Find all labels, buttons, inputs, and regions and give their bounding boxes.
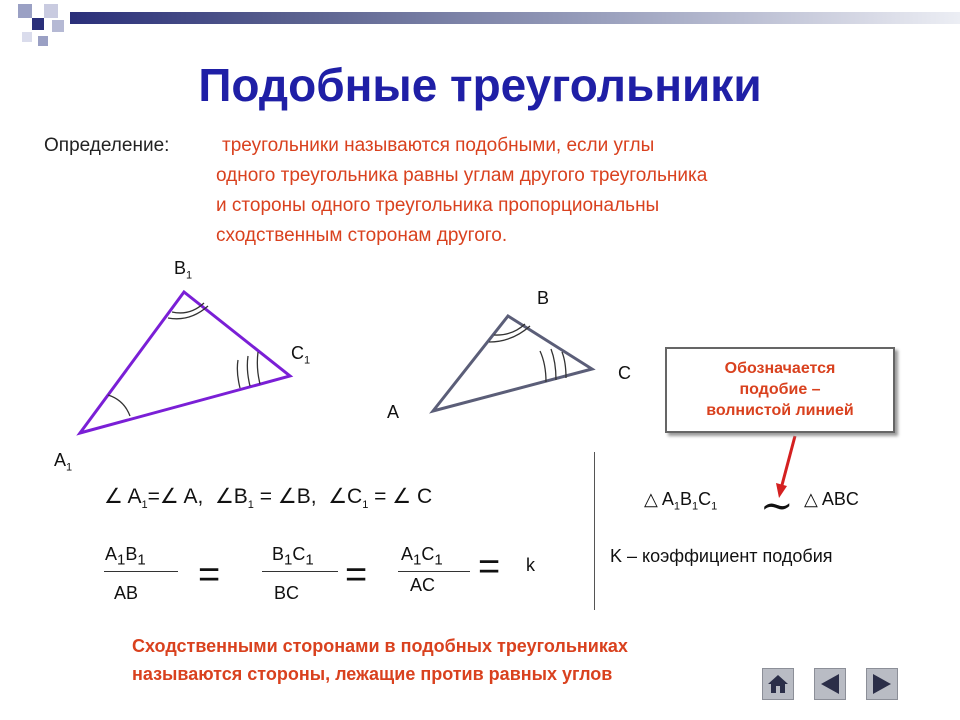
angle-icon: ∠ bbox=[104, 485, 123, 508]
ratio-1-line bbox=[104, 571, 178, 572]
ratio-result-k: k bbox=[526, 555, 535, 575]
home-button[interactable] bbox=[762, 668, 794, 700]
ratio-3-numerator: $A_1C_1$ bbox=[401, 544, 443, 569]
angle-icon: ∠ bbox=[214, 485, 234, 508]
bottom-line-1: Сходственными сторонами в подобных треугольниках bbox=[132, 636, 628, 656]
coefficient-text: K – коэффициент подобия bbox=[610, 546, 833, 566]
triangle-icon: △ bbox=[644, 489, 658, 509]
previous-slide-button[interactable] bbox=[814, 668, 846, 700]
similarity-left: △ $A_1B_1C_1$ bbox=[644, 489, 718, 513]
vertex-b1-label: $B_1$ bbox=[174, 258, 193, 282]
vertex-a1-label: $A_1$ bbox=[54, 450, 73, 474]
definition-line-4: сходственным сторонам другого. bbox=[216, 225, 508, 246]
note-line-3: волнистой линией bbox=[706, 402, 854, 419]
vertical-divider bbox=[594, 452, 595, 610]
ratio-2-line bbox=[262, 571, 338, 572]
triangle-abc bbox=[433, 316, 592, 411]
ratio-2-numerator: $B_1C_1$ bbox=[272, 544, 314, 569]
angle-equalities: ∠ $A_1=\angle$ A, $\angle B_1$ = ∠B, $\angle C_1$ = ∠ C bbox=[104, 485, 433, 512]
definition-line-1: треугольники называются подобными, если углы bbox=[222, 135, 655, 156]
ratio-1-numerator: $A_1B_1$ bbox=[105, 544, 146, 569]
definition-label: Определение: bbox=[44, 135, 170, 156]
definition-line-2: одного треугольника равны углам другого треугольника bbox=[216, 165, 708, 186]
angle-icon: ∠ bbox=[328, 485, 348, 508]
vertex-b-label: B bbox=[537, 288, 550, 308]
similarity-right: △ ABC bbox=[804, 489, 859, 509]
arrow-left-icon bbox=[815, 669, 845, 699]
angle-icon: ∠ bbox=[392, 485, 412, 508]
vertex-c-label: C bbox=[618, 363, 631, 383]
ratio-1-denominator: AB bbox=[114, 583, 139, 603]
next-slide-button[interactable] bbox=[866, 668, 898, 700]
vertex-a-label: A bbox=[387, 402, 400, 422]
note-line-1: Обозначается bbox=[724, 360, 836, 377]
bottom-line-2: называются стороны, лежащие против равных углов bbox=[132, 664, 613, 684]
ratio-equals-2: = bbox=[345, 554, 368, 596]
triangle-a1b1c1 bbox=[80, 292, 290, 433]
angle-icon: ∠ bbox=[277, 485, 297, 508]
angle-icon: ∠ bbox=[159, 485, 179, 508]
ratio-equals-3: = bbox=[478, 546, 501, 588]
page-title: Подобные треугольники bbox=[198, 59, 762, 111]
similarity-tilde: ~ bbox=[760, 483, 794, 529]
note-line-2: подобие – bbox=[739, 381, 821, 398]
ratio-3-denominator: AC bbox=[410, 575, 436, 595]
notation-note-box bbox=[665, 347, 895, 433]
definition-line-3: и стороны одного треугольника пропорциональны bbox=[216, 195, 660, 216]
home-icon bbox=[763, 669, 793, 699]
ratio-3-line bbox=[398, 571, 470, 572]
vertex-c1-label: $C_1$ bbox=[291, 343, 311, 367]
arrow-right-icon bbox=[867, 669, 897, 699]
ratio-equals-1: = bbox=[198, 554, 221, 596]
triangle-icon: △ bbox=[804, 489, 818, 509]
ratio-2-denominator: BC bbox=[274, 583, 300, 603]
